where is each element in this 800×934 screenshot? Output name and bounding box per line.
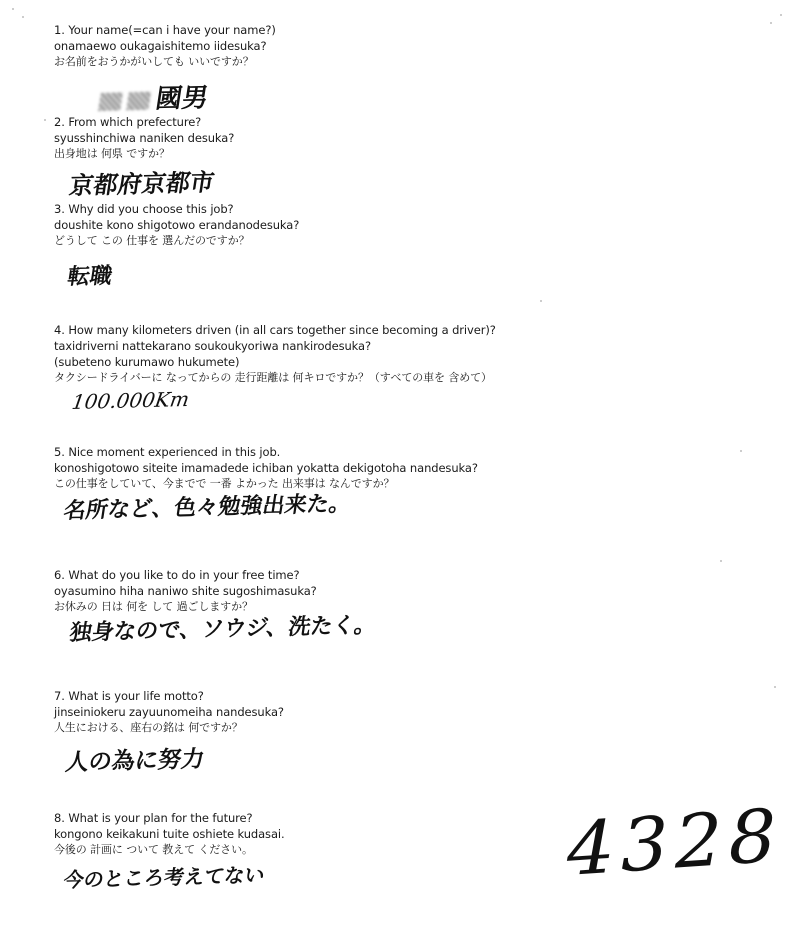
question-7-en: 7. What is your life motto?: [54, 689, 204, 703]
question-6-ja: お休みの 日は 何を して 過ごしますか？: [54, 600, 253, 613]
redacted-blur: [126, 92, 151, 111]
answer-3: 転職: [65, 262, 114, 290]
scan-speck: [780, 14, 782, 16]
question-1-ja: お名前をおうかがいしても いいですか？: [54, 55, 254, 68]
handwritten-number: 4328: [558, 792, 790, 894]
question-1-en: 1. Your name(=can i have your name?): [54, 23, 276, 37]
question-4-romaji: taxidriverni nattekarano soukoukyoriwa nankirodesuka?: [54, 339, 371, 353]
scan-speck: [12, 8, 14, 10]
answer-6: 独身なので、ソウジ、洗たく。: [67, 612, 379, 646]
scan-speck: [44, 119, 46, 121]
question-8-en: 8. What is your plan for the future?: [54, 811, 253, 825]
answer-1: [97, 77, 211, 117]
question-5-en: 5. Nice moment experienced in this job.: [54, 445, 281, 459]
scan-speck: [770, 22, 772, 24]
scan-speck: [22, 16, 24, 18]
redacted-blur: [98, 92, 123, 111]
question-5-romaji: konoshigotowo siteite imamadede ichiban yokatta dekigotoha nandesuka?: [54, 461, 478, 475]
question-6-romaji: oyasumino hiha naniwo shite sugoshimasuka?: [54, 584, 317, 598]
answer-4: 100.000Km: [70, 386, 191, 414]
question-4-en: 4. How many kilometers driven (in all cars together since becoming a driver)?: [54, 323, 496, 337]
question-4: [54, 322, 694, 386]
answer-7: 人の為に努力: [63, 745, 207, 776]
question-2: [54, 114, 694, 162]
question-8-romaji: kongono keikakuni tuite oshiete kudasai.: [54, 827, 285, 841]
answer-8: 今のところ考えてない: [61, 862, 267, 892]
question-7: [54, 688, 694, 736]
question-7-romaji: jinseiniokeru zayuunomeiha nandesuka?: [54, 705, 284, 719]
question-3: [54, 201, 694, 249]
question-1-romaji: onamaewo oukagaishitemo iidesuka?: [54, 39, 267, 53]
scan-speck: [740, 450, 742, 452]
answer-1-text: 國男: [153, 83, 211, 115]
question-2-ja: 出身地は 何県 ですか？: [54, 147, 170, 160]
question-5-ja: この仕事をしていて、今までで 一番 よかった 出来事は なんですか？: [54, 477, 395, 490]
question-1: [54, 22, 694, 70]
question-8-ja: 今後の 計画に ついて 教えて ください。: [54, 843, 253, 856]
question-3-romaji: doushite kono shigotowo erandanodesuka?: [54, 218, 300, 232]
answer-2: 京都府京都市: [67, 167, 217, 200]
scan-speck: [540, 300, 542, 302]
question-2-romaji: syusshinchiwa naniken desuka?: [54, 131, 235, 145]
question-5: [54, 444, 694, 492]
scan-speck: [720, 560, 722, 562]
question-2-en: 2. From which prefecture?: [54, 115, 202, 129]
question-7-ja: 人生における、座右の銘は 何ですか？: [54, 721, 243, 734]
question-4-ja: タクシードライバーに なってからの 走行距離は 何キロですか？（すべての車を 含めて）: [54, 371, 492, 384]
scan-speck: [774, 686, 776, 688]
question-4-romaji-note: (subeteno kurumawo hukumete): [54, 355, 240, 369]
question-3-en: 3. Why did you choose this job?: [54, 202, 234, 216]
question-6-en: 6. What do you like to do in your free time?: [54, 568, 300, 582]
answer-5: 名所など、色々勉強出来た。: [61, 490, 353, 524]
question-3-ja: どうして この 仕事を 選んだのですか？: [54, 234, 250, 247]
